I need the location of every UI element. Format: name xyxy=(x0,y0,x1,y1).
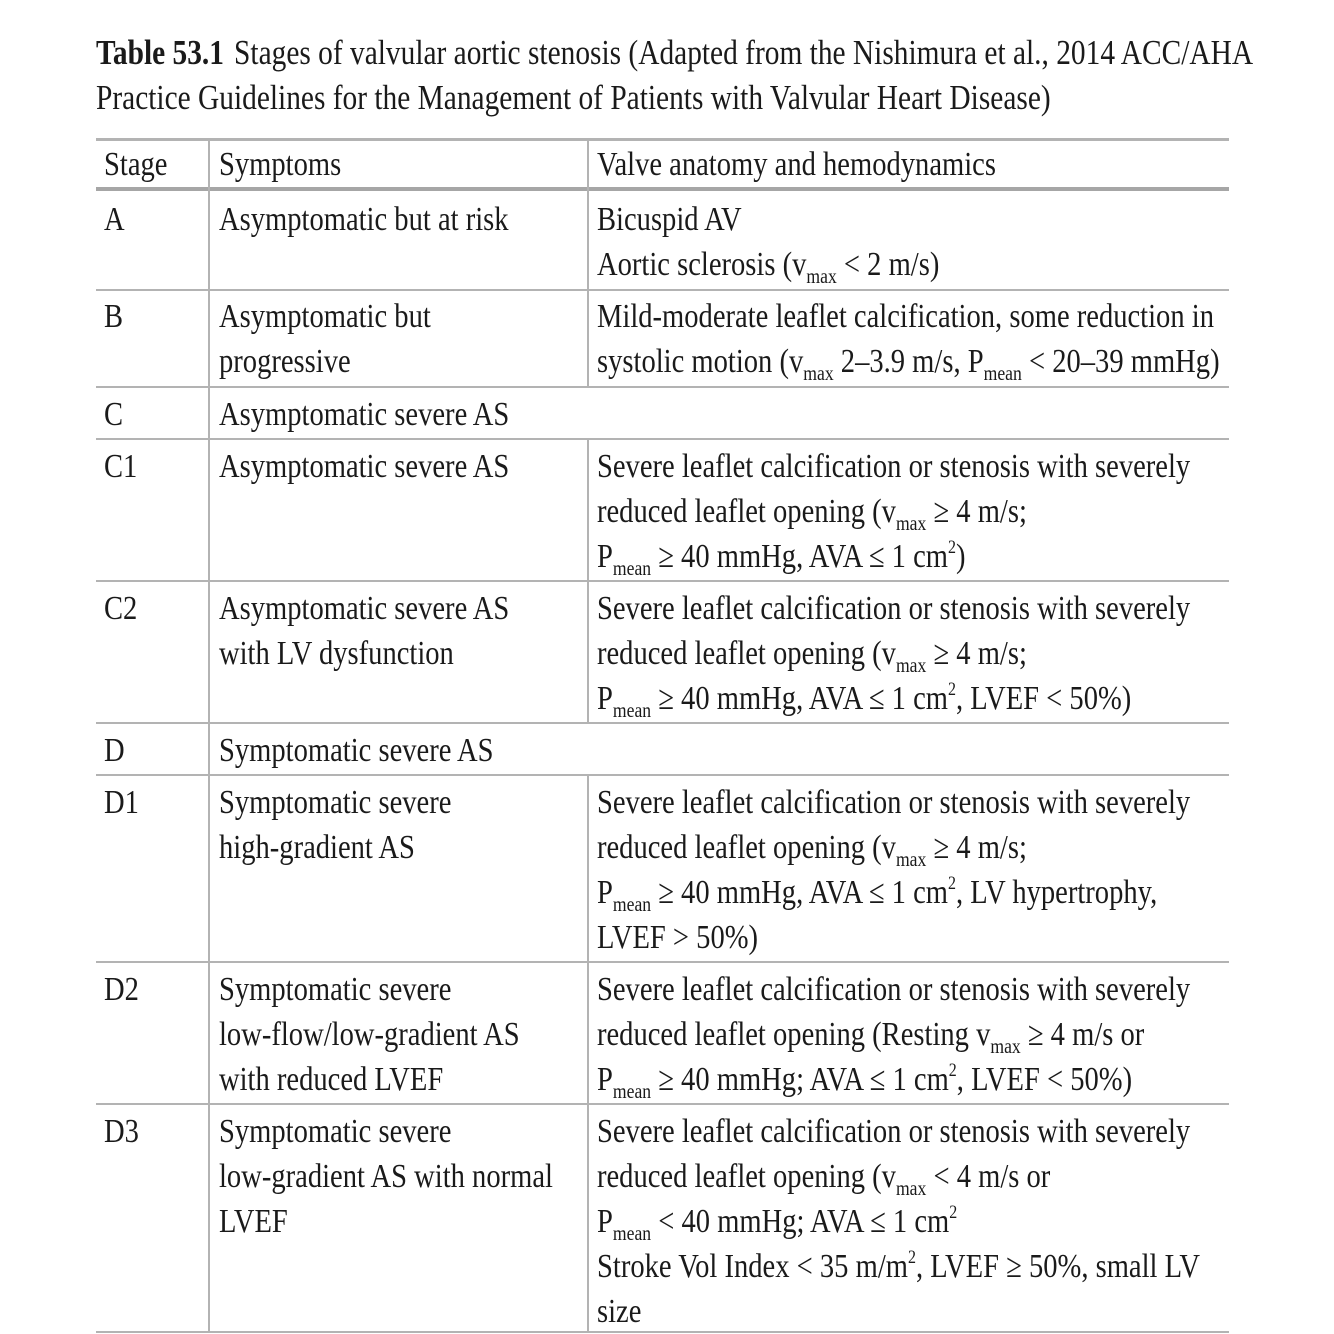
stage-cell: D1 xyxy=(104,784,139,821)
row-divider xyxy=(96,774,1229,776)
symptoms-cell: Symptomatic severe high-gradient AS xyxy=(219,784,452,866)
valve-cell: Severe leaflet calcification or stenosis with severely reduced leaflet opening ($v_{max} < 4$ m/s or $P_{mean} < 40$ mmHg; AVA ≤ 1 $cm^2$ Stroke Vol Index < 35 $m/m^2$, LVEF ≥ 50%, small LV size xyxy=(597,1113,1201,1330)
valve-cell: Bicuspid AV Aortic sclerosis ($v_{max} < 2$ m/s) xyxy=(597,201,940,288)
stage-cell: C xyxy=(104,396,124,433)
header-stage: Stage xyxy=(104,146,168,183)
symptoms-cell: Asymptomatic but progressive xyxy=(219,298,431,380)
valve-cell: Mild-moderate leaflet calcification, some reduction in systolic motion ($v_{max}$ 2–3.9 m/s, $P_{mean} < 20-39$ mmHg) xyxy=(597,298,1220,385)
row-divider xyxy=(96,438,1229,440)
valve-cell: Severe leaflet calcification or stenosis with severely reduced leaflet opening ($v_{max} \ge 4$ m/s; $P_{mean} \ge 40$ mmHg, AVA ≤ 1 $cm^2$) xyxy=(597,448,1191,580)
caption-line-2: Practice Guidelines for the Management of Patients with Valvular Heart Disease) xyxy=(96,78,1051,117)
column-divider xyxy=(587,439,589,724)
row-divider xyxy=(96,386,1229,388)
header-valve: Valve anatomy and hemodynamics xyxy=(597,146,996,183)
header-symptoms: Symptoms xyxy=(219,146,342,183)
valve-cell: Severe leaflet calcification or stenosis with severely reduced leaflet opening ($v_{max} \ge 4$ m/s; $P_{mean} \ge 40$ mmHg, AVA ≤ 1 $cm^2$, LV hypertrophy, LVEF > 50%) xyxy=(597,784,1191,956)
symptoms-cell: Symptomatic severe low-flow/low-gradient AS with reduced LVEF xyxy=(219,971,520,1098)
caption-line-1: Stages of valvular aortic stenosis (Adapted from the Nishimura et al., 2014 ACC/AHA xyxy=(234,33,1254,72)
header-rule xyxy=(96,187,1229,191)
table-caption xyxy=(96,30,1254,120)
stage-cell: D3 xyxy=(104,1113,139,1150)
stage-cell: C2 xyxy=(104,590,138,627)
stage-cell: B xyxy=(104,298,124,335)
row-divider xyxy=(96,289,1229,291)
symptoms-cell: Asymptomatic but at risk xyxy=(219,201,509,238)
symptoms-cell: Asymptomatic severe AS xyxy=(219,448,510,485)
stage-cell: D xyxy=(104,732,125,769)
stage-cell: C1 xyxy=(104,448,138,485)
symptoms-cell: Symptomatic severe low-gradient AS with normal LVEF xyxy=(219,1113,553,1240)
row-divider xyxy=(96,580,1229,582)
stage-cell: D2 xyxy=(104,971,139,1008)
valve-cell: Severe leaflet calcification or stenosis with severely reduced leaflet opening ($v_{max} \ge 4$ m/s; $P_{mean} \ge 40$ mmHg, AVA ≤ 1 $cm^2$, LVEF < 50%) xyxy=(597,590,1191,722)
column-divider xyxy=(208,140,210,1332)
valve-cell: Severe leaflet calcification or stenosis with severely reduced leaflet opening (Resting $v_{max} \ge 4$ m/s or $P_{mean} \ge 40$ mmHg; AVA ≤ 1 $cm^2$, LVEF < 50%) xyxy=(597,971,1191,1103)
symptoms-cell: Symptomatic severe AS xyxy=(219,732,494,769)
column-divider xyxy=(587,140,589,387)
symptoms-cell: Asymptomatic severe AS with LV dysfunction xyxy=(219,590,510,672)
caption-label: Table 53.1 xyxy=(96,33,224,72)
symptoms-cell: Asymptomatic severe AS xyxy=(219,396,510,433)
row-divider xyxy=(96,961,1229,963)
column-divider xyxy=(587,775,589,1332)
table-top-rule xyxy=(96,138,1229,141)
row-divider xyxy=(96,1103,1229,1105)
stage-cell: A xyxy=(104,201,125,238)
row-divider xyxy=(96,722,1229,724)
